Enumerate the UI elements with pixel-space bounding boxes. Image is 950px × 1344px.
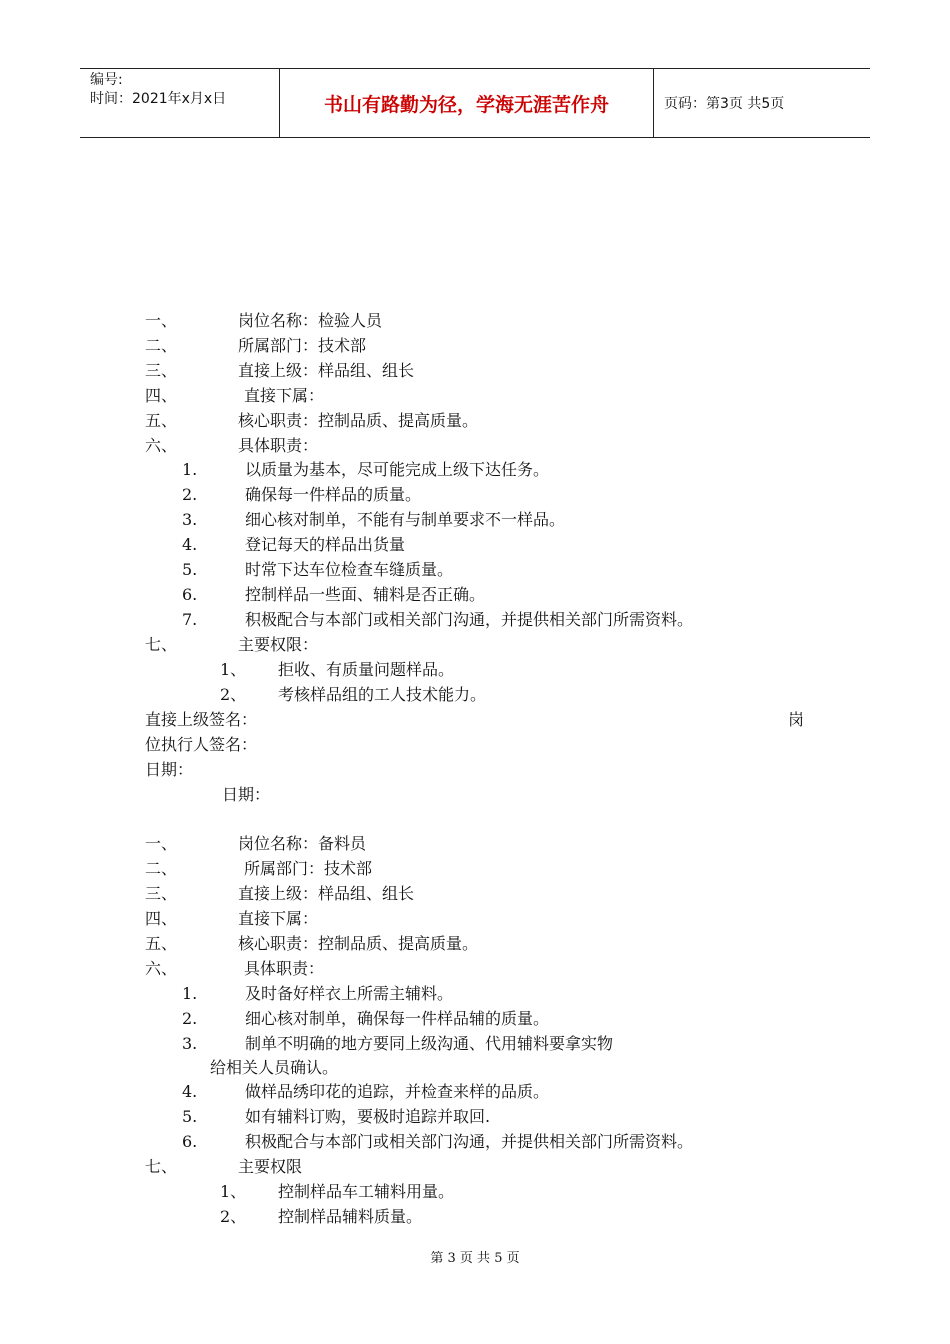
header-meta: [80, 69, 280, 137]
signature-post-label-end: 位执行人签名：: [145, 735, 258, 754]
header-page-info: 页码：第3页 共5页: [664, 96, 785, 112]
document-number-label: 编号:: [90, 72, 123, 88]
s2-duty-3-continued: 给相关人员确认。: [210, 1058, 339, 1077]
page-footer: 第 3 页 共 5 页: [430, 1251, 520, 1266]
header-motto: 书山有路勤为径，学海无涯苦作舟: [280, 69, 654, 137]
document-time-label: 时间：2021年x月x日: [90, 91, 227, 107]
page-header: [80, 68, 870, 138]
date-label-superior: 日期：: [145, 760, 194, 779]
signature-superior-label: 直接上级签名：: [145, 710, 258, 729]
signature-post-label-start: 岗: [788, 710, 805, 729]
date-label-post: 日期：: [222, 785, 271, 804]
